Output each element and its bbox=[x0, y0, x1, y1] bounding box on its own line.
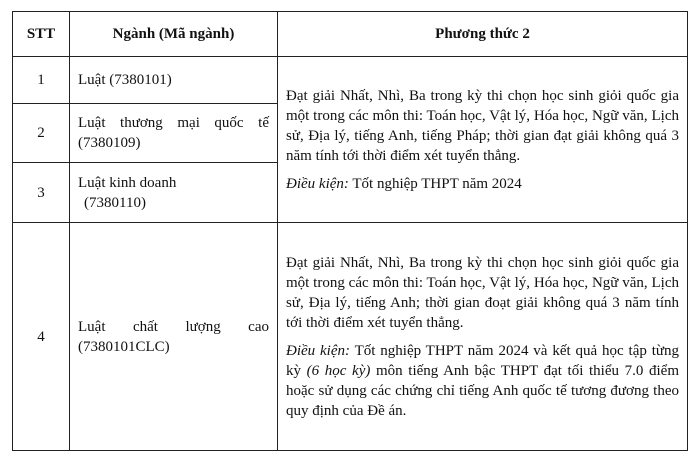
condition-label: Điều kiện: bbox=[286, 175, 349, 192]
method-description: Đạt giải Nhất, Nhì, Ba trong kỳ thi chọn học sinh giỏi quốc gia một trong các môn thi: Toán học, Vật lý, Hóa học, Ngữ văn, Lịch sử, Địa lý, tiếng Anh, tiếng Pháp; thời gian đạt giải không quá 3 năm tính tới thời điểm xét tuyển thẳng. bbox=[286, 87, 679, 164]
major-code: (7380110) bbox=[84, 194, 146, 211]
table-row bbox=[13, 223, 688, 451]
table-header-row bbox=[13, 12, 688, 57]
major-name: Luật (7380101) bbox=[78, 72, 172, 88]
row-major bbox=[70, 57, 278, 104]
admission-table bbox=[12, 11, 688, 451]
major-name: Luật chất lượng cao bbox=[78, 318, 269, 335]
major-code: (7380101CLC) bbox=[78, 338, 170, 355]
row-stt: 2 bbox=[13, 104, 70, 163]
row-stt: 3 bbox=[13, 163, 70, 223]
row-stt: 1 bbox=[13, 57, 70, 104]
header-stt: STT bbox=[13, 12, 70, 57]
major-name: Luật thương mại quốc tế bbox=[78, 115, 269, 131]
row-stt: 4 bbox=[13, 223, 70, 451]
table-row bbox=[13, 57, 688, 104]
method-description: Đạt giải Nhất, Nhì, Ba trong kỳ thi chọn học sinh giỏi quốc gia một trong các môn thi: Toán học, Vật lý, Hóa học, Ngữ văn, Lịch sử, Địa lý, tiếng Anh; thời gian đoạt giải không quá 3 năm tính tới thời điểm xét tuyển thẳng. bbox=[286, 254, 679, 331]
condition-text: môn tiếng Anh bậc THPT đạt tối thiểu 7.0 điểm hoặc sử dụng các chứng chỉ tiếng Anh quốc tế tương đương theo quy định của Đề án. bbox=[286, 362, 680, 419]
condition-italic-text: (6 học kỳ) bbox=[306, 362, 371, 379]
condition-label: Điều kiện: bbox=[286, 342, 350, 359]
row-major bbox=[70, 104, 278, 163]
method-condition bbox=[286, 341, 679, 421]
condition-text: Tốt nghiệp THPT năm 2024 bbox=[348, 175, 522, 192]
row-major bbox=[70, 223, 278, 451]
row-major bbox=[70, 163, 278, 223]
condition-text: Tốt nghiệp THPT năm 2024 và kết quả học tập từng kỳ bbox=[286, 342, 679, 379]
method-cell-group1 bbox=[278, 57, 688, 223]
method-cell-group2 bbox=[278, 223, 688, 451]
major-code: (7380109) bbox=[78, 135, 141, 151]
method-condition bbox=[286, 174, 679, 194]
header-method: Phương thức 2 bbox=[278, 12, 688, 57]
header-major: Ngành (Mã ngành) bbox=[70, 12, 278, 57]
major-name: Luật kinh doanh bbox=[78, 174, 177, 191]
